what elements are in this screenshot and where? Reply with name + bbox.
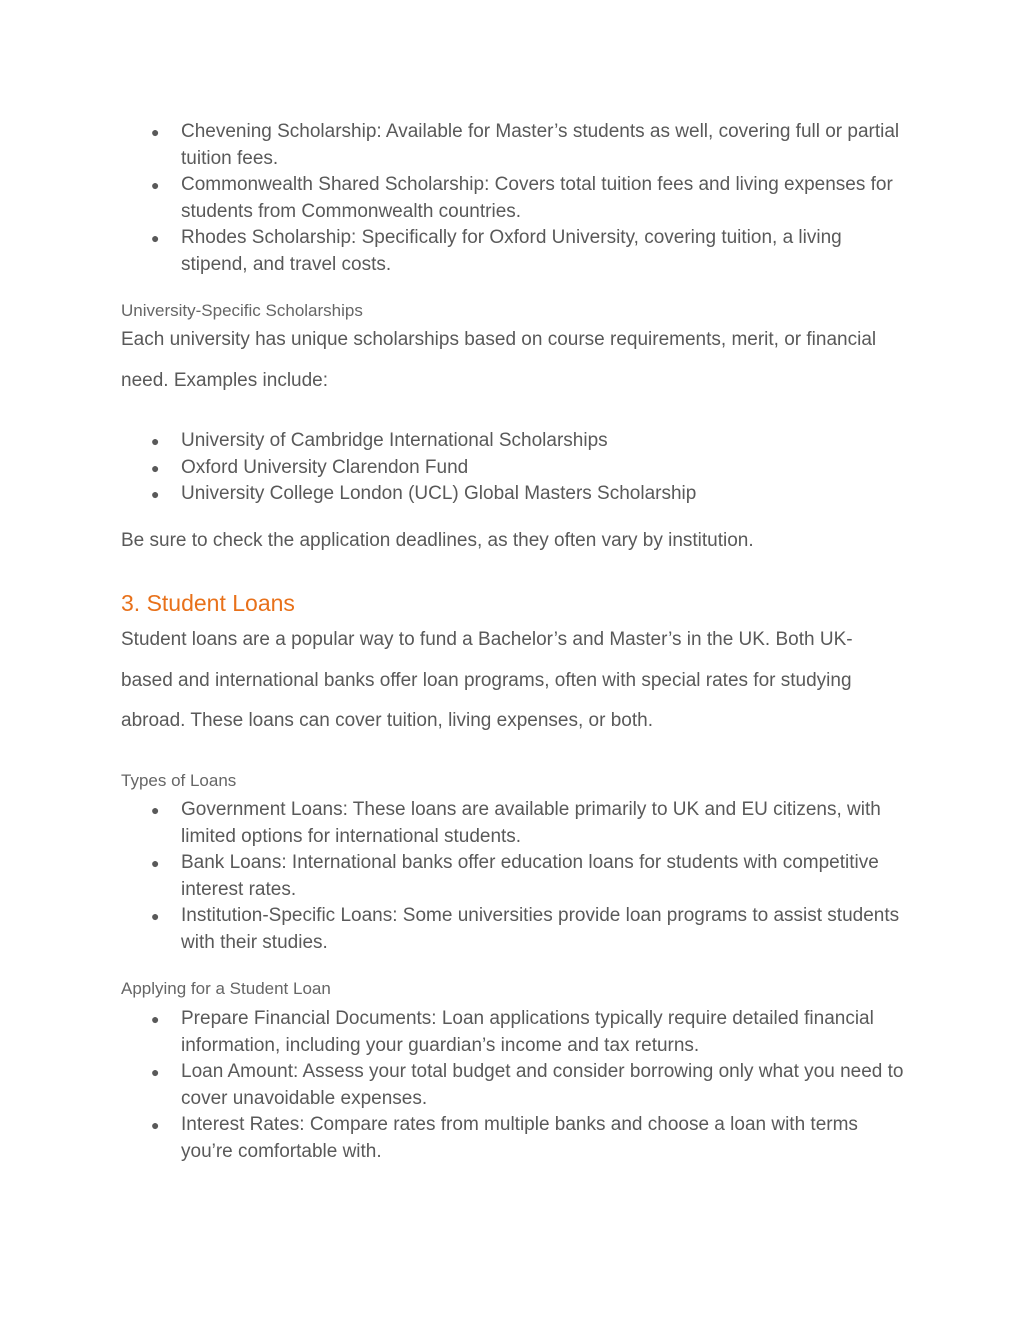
student-loans-intro: Student loans are a popular way to fund a Bachelor’s and Master’s in the UK. Both UK-based and international banks offer loan programs, often with special rates for studying abroad. These loans can cover tuition, living expenses, or both. bbox=[121, 629, 853, 731]
list-item-text: Interest Rates: Compare rates from multiple banks and choose a loan with terms you’re comfortable with. bbox=[181, 1114, 858, 1162]
bullet-icon: ● bbox=[151, 230, 160, 246]
types-of-loans-title: Types of Loans bbox=[121, 771, 237, 790]
applying-list bbox=[121, 1006, 911, 1165]
list-item bbox=[121, 850, 911, 903]
university-specific-intro: Each university has unique scholarships based on course requirements, merit, or financial need. Examples include: bbox=[121, 329, 877, 391]
bullet-icon: ● bbox=[151, 124, 160, 140]
bullet-icon: ● bbox=[151, 1011, 160, 1027]
list-item-text: University of Cambridge International Scholarships bbox=[181, 430, 608, 451]
list-item-text: Rhodes Scholarship: Specifically for Oxford University, covering tuition, a living stipend, and travel costs. bbox=[181, 227, 842, 275]
bullet-icon: ● bbox=[151, 908, 160, 924]
bullet-icon: ● bbox=[151, 433, 160, 449]
list-item bbox=[121, 455, 911, 482]
university-specific-title: University-Specific Scholarships bbox=[121, 301, 363, 320]
bullet-icon: ● bbox=[151, 459, 160, 476]
list-item bbox=[121, 428, 911, 455]
list-item-text: Bank Loans: International banks offer education loans for students with competitive interest rates. bbox=[181, 852, 879, 900]
deadline-note: Be sure to check the application deadlines, as they often vary by institution. bbox=[121, 530, 754, 551]
list-item-text: Loan Amount: Assess your total budget and consider borrowing only what you need to cover unavoidable expenses. bbox=[181, 1061, 904, 1109]
list-item-text: Government Loans: These loans are available primarily to UK and EU citizens, with limited options for international students. bbox=[181, 799, 881, 847]
university-examples-list bbox=[121, 428, 911, 508]
list-item bbox=[121, 119, 911, 172]
bullet-icon: ● bbox=[151, 1117, 160, 1133]
list-item bbox=[121, 1059, 911, 1112]
loan-types-list bbox=[121, 797, 911, 956]
list-item bbox=[121, 797, 911, 850]
list-item-text: University College London (UCL) Global Masters Scholarship bbox=[181, 483, 697, 504]
list-item bbox=[121, 225, 911, 278]
bullet-icon: ● bbox=[151, 486, 160, 502]
list-item-text: Prepare Financial Documents: Loan applications typically require detailed financial information, including your guardian’s income and tax returns. bbox=[181, 1008, 874, 1056]
list-item-text: Institution-Specific Loans: Some universities provide loan programs to assist students with their studies. bbox=[181, 905, 900, 953]
list-item bbox=[121, 172, 911, 225]
bullet-icon: ● bbox=[151, 802, 160, 818]
applying-title: Applying for a Student Loan bbox=[121, 979, 331, 998]
list-item bbox=[121, 481, 911, 508]
bullet-icon: ● bbox=[151, 855, 160, 871]
list-item bbox=[121, 903, 911, 956]
list-item bbox=[121, 1112, 911, 1165]
list-item-text: Chevening Scholarship: Available for Master’s students as well, covering full or partial tuition fees. bbox=[181, 121, 900, 169]
section-heading: 3. Student Loans bbox=[121, 590, 295, 616]
list-item-text: Oxford University Clarendon Fund bbox=[181, 456, 469, 478]
bullet-icon: ● bbox=[151, 1064, 160, 1080]
list-item bbox=[121, 1006, 911, 1059]
list-item-text: Commonwealth Shared Scholarship: Covers total tuition fees and living expenses for students from Commonwealth countries. bbox=[181, 174, 893, 222]
bullet-icon: ● bbox=[151, 177, 160, 193]
scholarship-list bbox=[121, 119, 911, 278]
